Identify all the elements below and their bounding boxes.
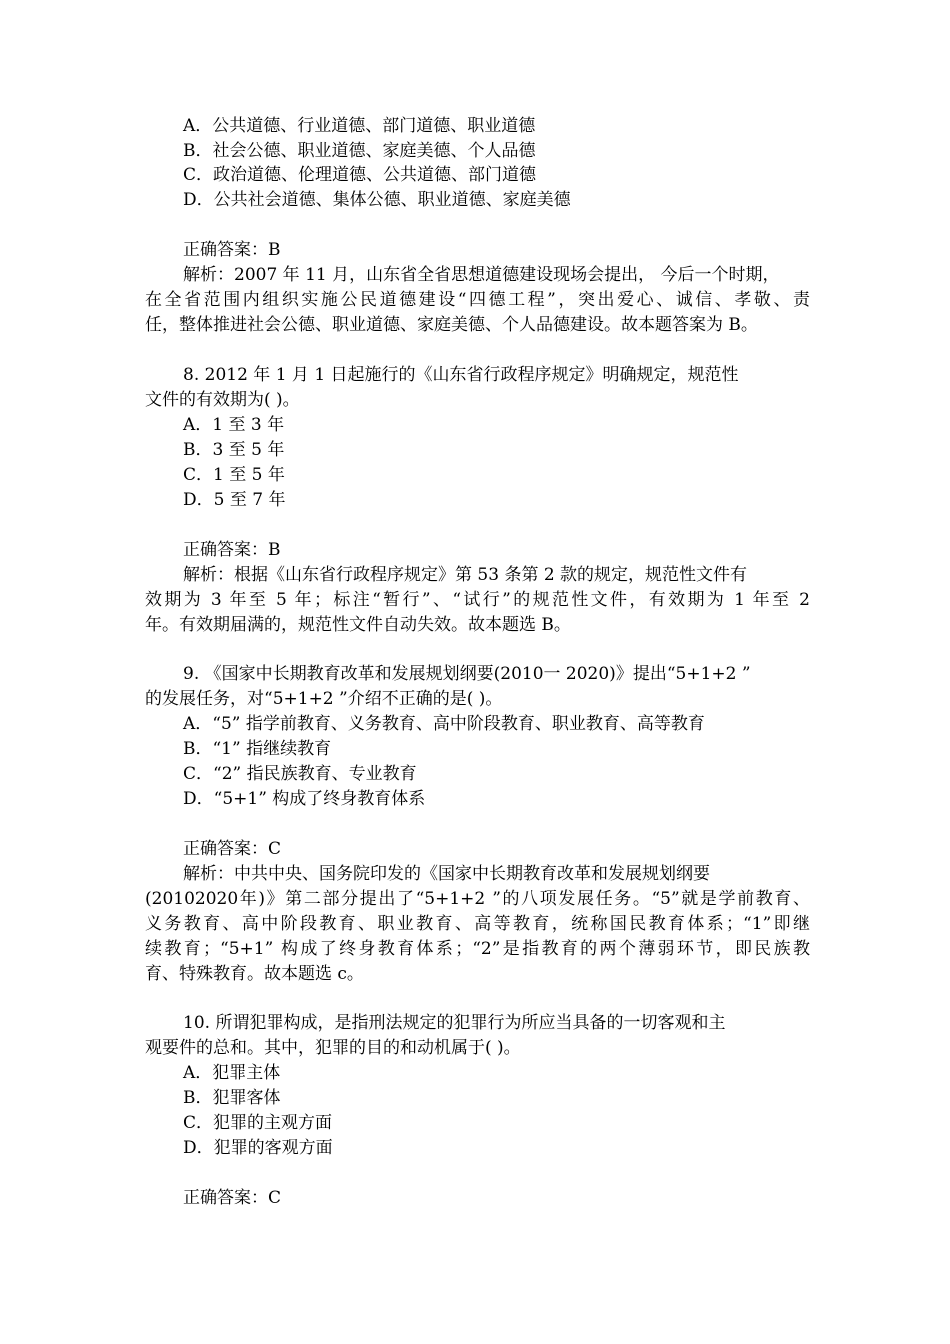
q7-option-d: D．公共社会道德、集体公德、职业道德、家庭美德 [183, 190, 571, 210]
q9-answer: 正确答案：C [183, 839, 282, 859]
q7-analysis-line: 任，整体推进社会公德、职业道德、家庭美德、个人品德建设。故本题答案为 B。 [145, 315, 758, 335]
q8-analysis-line: 年。有效期届满的，规范性文件自动失效。故本题选 B。 [145, 615, 571, 635]
q10-stem-line: 观要件的总和。其中，犯罪的目的和动机属于( )。 [145, 1038, 521, 1058]
q9-option-c: C．“2” 指民族教育、专业教育 [183, 764, 417, 784]
q9-analysis-line: 续教育；“5+1” 构成了终身教育体系；“2”是指教育的两个薄弱环节，即民族教 [145, 939, 810, 959]
q8-option-d: D．5 至 7 年 [183, 490, 286, 510]
q7-option-b: B．社会公德、职业道德、家庭美德、个人品德 [183, 141, 536, 161]
q8-option-b: B．3 至 5 年 [183, 440, 285, 460]
q8-stem-line: 8. 2012 年 1 月 1 日起施行的《山东省行政程序规定》明确规定，规范性 [183, 365, 739, 385]
q7-option-a: A．公共道德、行业道德、部门道德、职业道德 [183, 116, 536, 136]
q8-answer: 正确答案：B [183, 540, 281, 560]
q8-analysis-line: 效期为 3 年至 5 年；标注“暂行”、“试行”的规范性文件，有效期为 1 年至 2 [145, 590, 810, 610]
q9-option-a: A．“5” 指学前教育、义务教育、高中阶段教育、职业教育、高等教育 [183, 714, 705, 734]
q8-option-c: C．1 至 5 年 [183, 465, 285, 485]
q10-answer: 正确答案：C [183, 1188, 282, 1208]
q9-option-b: B．“1” 指继续教育 [183, 739, 332, 759]
q9-option-d: D．“5+1” 构成了终身教育体系 [183, 789, 426, 809]
q10-option-d: D．犯罪的客观方面 [183, 1138, 333, 1158]
q10-option-b: B．犯罪客体 [183, 1088, 281, 1108]
q8-analysis-line: 解析：根据《山东省行政程序规定》第 53 条第 2 款的规定，规范性文件有 [183, 565, 748, 585]
q10-stem-line: 10. 所谓犯罪构成，是指刑法规定的犯罪行为所应当具备的一切客观和主 [183, 1013, 726, 1033]
q10-option-c: C．犯罪的主观方面 [183, 1113, 333, 1133]
q9-analysis-line: 解析：中共中央、国务院印发的《国家中长期教育改革和发展规划纲要 [183, 864, 710, 884]
q9-analysis-line: (20102020年)》第二部分提出了“5+1+2 ”的八项发展任务。“5”就是学前教育、 [145, 889, 810, 909]
q9-analysis-line: 育、特殊教育。故本题选 c。 [145, 964, 364, 984]
q9-analysis-line: 义务教育、高中阶段教育、职业教育、高等教育，统称国民教育体系；“1”即继 [145, 914, 810, 934]
q9-stem-line: 9. 《国家中长期教育改革和发展规划纲要(2010一 2020)》提出“5+1+2 ” [183, 664, 751, 684]
q7-analysis-line: 在全省范围内组织实施公民道德建设“四德工程”，突出爱心、诚信、孝敬、责 [145, 290, 810, 310]
q8-option-a: A．1 至 3 年 [183, 415, 285, 435]
q8-stem-line: 文件的有效期为( )。 [145, 390, 300, 410]
q10-option-a: A．犯罪主体 [183, 1063, 281, 1083]
q7-answer: 正确答案：B [183, 240, 281, 260]
q7-analysis-line: 解析：2007 年 11 月，山东省全省思想道德建设现场会提出， 今后一个时期， [183, 265, 780, 285]
q9-stem-line: 的发展任务，对“5+1+2 ”介绍不正确的是( )。 [145, 689, 503, 709]
q7-option-c: C．政治道德、伦理道德、公共道德、部门道德 [183, 165, 537, 185]
